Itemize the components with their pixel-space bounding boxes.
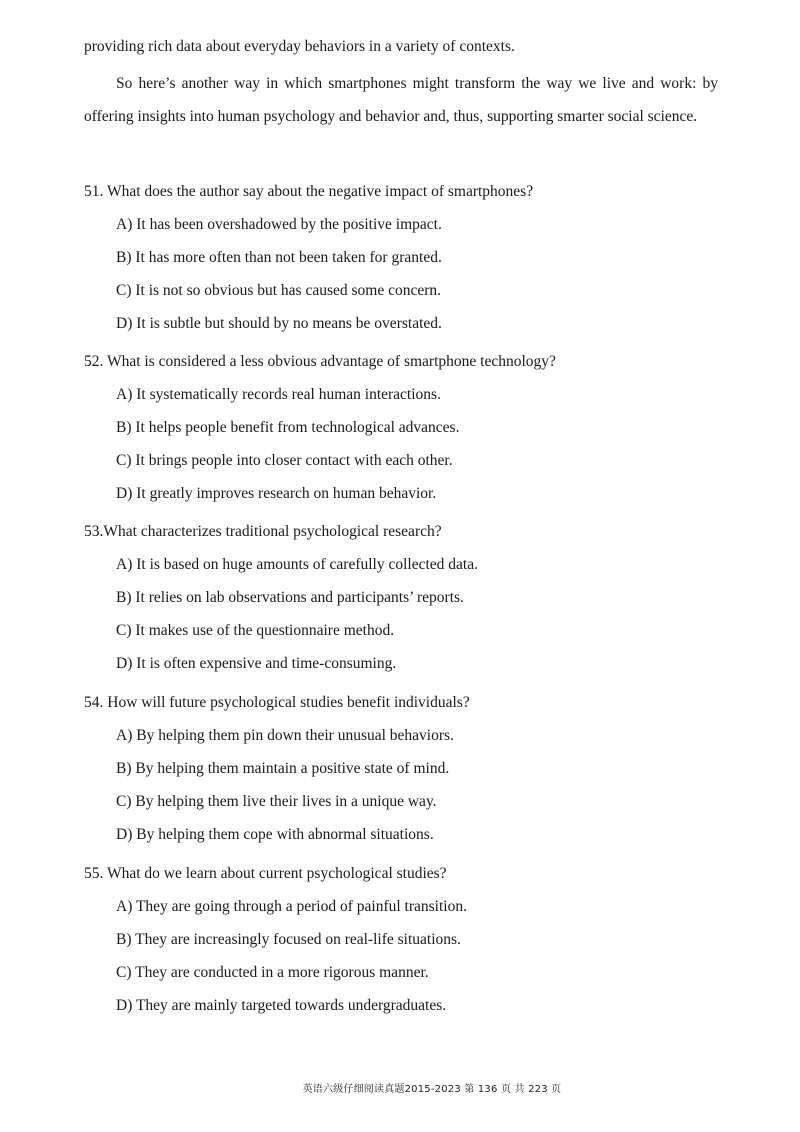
option-b: B) They are increasingly focused on real-life situations. [116, 931, 461, 948]
question-stem: 51. What does the author say about the negative impact of smartphones? [84, 183, 534, 200]
option-b: B) By helping them maintain a positive state of mind. [116, 760, 450, 777]
question-52 [84, 352, 724, 504]
option-a: A) It is based on huge amounts of carefully collected data. [116, 556, 478, 573]
option-c: C) It is not so obvious but has caused some concern. [116, 282, 442, 299]
passage-paragraph: So here’s another way in which smartphones might transform the way we live and work: by offering insights into human psychology and behavior and, thus, supporting smarter social science. [84, 75, 718, 125]
question-stem: 55. What do we learn about current psychological studies? [84, 865, 447, 882]
option-d: D) It greatly improves research on human behavior. [116, 485, 437, 502]
options-list [84, 555, 724, 674]
options-list [84, 726, 724, 845]
option-c: C) They are conducted in a more rigorous manner. [116, 964, 429, 981]
option-c: C) It makes use of the questionnaire method. [116, 622, 395, 639]
option-b: B) It has more often than not been taken for granted. [116, 249, 442, 266]
option-c: C) It brings people into closer contact with each other. [116, 452, 453, 469]
question-55 [84, 864, 724, 1016]
question-51 [84, 182, 724, 334]
option-a: A) They are going through a period of painful transition. [116, 898, 467, 915]
option-d: D) It is subtle but should by no means be overstated. [116, 315, 442, 332]
option-d: D) By helping them cope with abnormal situations. [116, 826, 434, 843]
option-d: D) They are mainly targeted towards undergraduates. [116, 997, 447, 1014]
option-a: A) It has been overshadowed by the positive impact. [116, 216, 442, 233]
option-b: B) It relies on lab observations and participants’ reports. [116, 589, 464, 606]
passage-line: providing rich data about everyday behaviors in a variety of contexts. [84, 38, 515, 55]
option-b: B) It helps people benefit from technological advances. [116, 419, 460, 436]
question-stem: 52. What is considered a less obvious advantage of smartphone technology? [84, 353, 556, 370]
option-c: C) By helping them live their lives in a unique way. [116, 793, 437, 810]
question-stem: 54. How will future psychological studies benefit individuals? [84, 694, 470, 711]
options-list [84, 897, 724, 1016]
question-stem: 53.What characterizes traditional psychological research? [84, 523, 442, 540]
question-54 [84, 693, 724, 845]
options-list [84, 215, 724, 334]
option-a: A) By helping them pin down their unusual behaviors. [116, 727, 454, 744]
option-d: D) It is often expensive and time-consuming. [116, 655, 397, 672]
question-53 [84, 522, 724, 674]
options-list [84, 385, 724, 504]
page-footer: 英语六级仔细阅读真题2015-2023 第 136 页 共 223 页 [302, 1084, 562, 1095]
option-a: A) It systematically records real human interactions. [116, 386, 441, 403]
